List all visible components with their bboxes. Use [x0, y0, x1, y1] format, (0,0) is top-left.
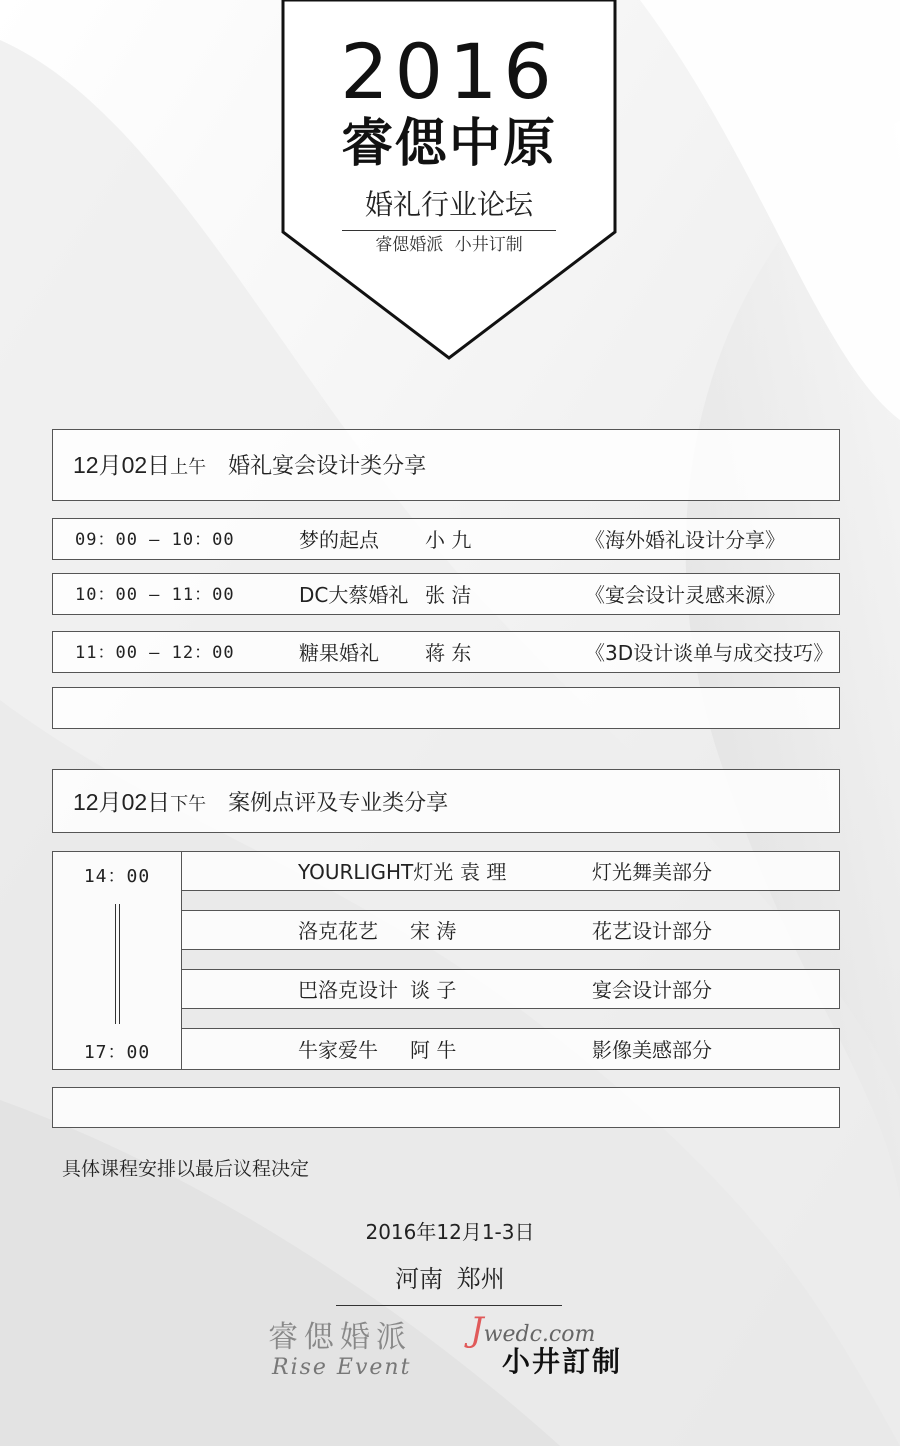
session-time: 09：00 – 10：00 [75, 530, 235, 550]
session-org: YOURLIGHT灯光 [298, 860, 454, 884]
event-place: 河南 郑州 [395, 1265, 505, 1293]
afternoon-end-time: 17：00 [83, 1042, 151, 1063]
morning-section-header [52, 429, 840, 501]
session-org: 巴洛克设计 [298, 978, 398, 1002]
header-title: 睿偲中原 [340, 114, 557, 174]
session-row [181, 969, 840, 1009]
morning-date: 12月02日 [73, 452, 171, 478]
session-row [52, 518, 840, 560]
session-title: 宴会设计部分 [592, 978, 712, 1002]
session-time: 11：00 – 12：00 [75, 643, 235, 663]
session-org: 糖果婚礼 [299, 641, 379, 665]
session-title: 灯光舞美部分 [592, 860, 712, 884]
session-title: 《3D设计谈单与成交技巧》 [585, 641, 834, 665]
session-row [181, 851, 840, 891]
session-title: 《海外婚礼设计分享》 [585, 528, 785, 552]
session-org: 梦的起点 [299, 528, 379, 552]
afternoon-topic: 案例点评及专业类分享 [228, 791, 449, 816]
afternoon-part: 下午 [170, 794, 207, 815]
jwedc-logo-text: wedc.com [483, 1322, 596, 1347]
empty-row [52, 1087, 840, 1128]
jwedc-logo-j: J [470, 1310, 484, 1350]
morning-topic: 婚礼宴会设计类分享 [228, 454, 427, 479]
session-time: 10：00 – 11：00 [75, 585, 235, 605]
session-row [181, 1028, 840, 1070]
session-speaker: 宋 涛 [410, 919, 457, 943]
time-range-bar [115, 904, 120, 1024]
schedule-note: 具体课程安排以最后议程决定 [62, 1158, 310, 1180]
session-title: 影像美感部分 [592, 1038, 712, 1062]
header-year: 2016 [340, 27, 558, 116]
session-row [52, 573, 840, 615]
empty-row [52, 687, 840, 729]
session-speaker: 小 九 [425, 528, 472, 552]
session-speaker: 阿 牛 [410, 1038, 457, 1062]
afternoon-time-column [52, 851, 182, 1070]
session-org: 牛家爱牛 [298, 1038, 378, 1062]
header-subtitle: 婚礼行业论坛 [364, 188, 533, 221]
footer-divider [336, 1305, 562, 1306]
session-speaker: 蒋 东 [425, 641, 472, 665]
header-brands: 睿偲婚派 小井订制 [375, 235, 523, 255]
session-speaker: 袁 理 [460, 860, 507, 884]
afternoon-date: 12月02日 [73, 789, 171, 815]
rise-event-logo-en: Rise Event [272, 1355, 412, 1380]
session-row [52, 631, 840, 673]
session-org: DC大蔡婚礼 [299, 583, 409, 607]
session-row [181, 910, 840, 950]
session-title: 花艺设计部分 [592, 919, 712, 943]
rise-event-logo-cn: 睿偲婚派 [268, 1320, 412, 1355]
morning-part: 上午 [170, 457, 207, 478]
session-speaker: 张 洁 [425, 583, 472, 607]
afternoon-section-header [52, 769, 840, 833]
session-title: 《宴会设计灵感来源》 [585, 583, 785, 607]
xiaojing-logo-cn: 小井訂制 [502, 1345, 623, 1378]
session-org: 洛克花艺 [298, 919, 378, 943]
event-date: 2016年12月1-3日 [365, 1220, 535, 1244]
session-speaker: 谈 子 [410, 978, 457, 1002]
header-divider [342, 230, 556, 231]
afternoon-start-time: 14：00 [83, 866, 151, 887]
